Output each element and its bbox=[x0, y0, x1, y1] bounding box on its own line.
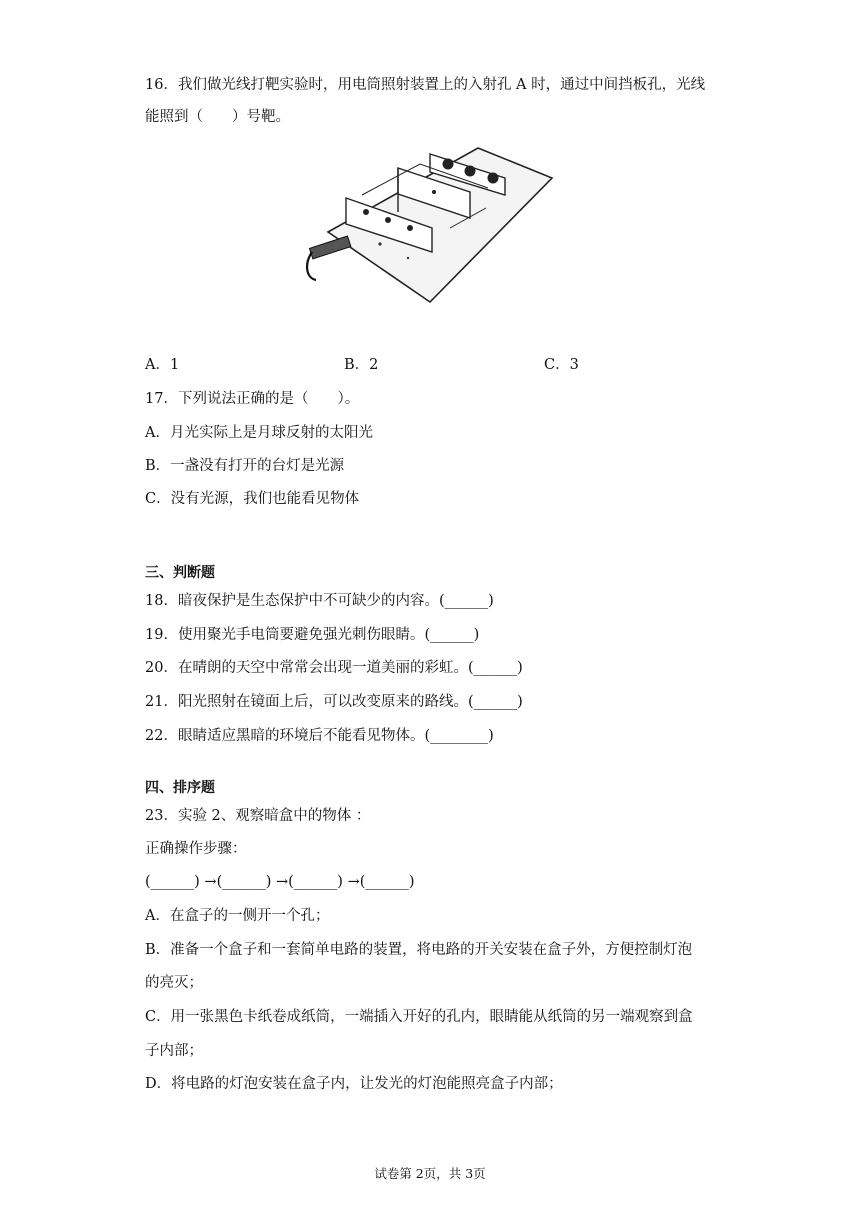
q17-option-a: A．月光实际上是月球反射的太阳光 bbox=[145, 425, 373, 441]
q23-title: 23．实验 2、观察暗盒中的物体 ： bbox=[145, 808, 371, 824]
q17-option-c: C．没有光源，我们也能看见物体 bbox=[145, 491, 360, 507]
q21: 21．阳光照射在镜面上后，可以改变原来的路线。(______) bbox=[145, 694, 523, 710]
q17-option-b: B．一盏没有打开的台灯是光源 bbox=[145, 458, 345, 474]
q23-option-c-line2: 子内部； bbox=[145, 1043, 203, 1059]
q16-stem-line1: 16．我们做光线打靶实验时，用电筒照射装置上的入射孔 A 时，通过中间挡板孔，光线 bbox=[145, 77, 706, 93]
q23-sequence-blanks: (______) →(______) →(______) →(______) bbox=[145, 874, 415, 890]
q23-option-c-line1: C．用一张黑色卡纸卷成纸筒，一端插入开好的孔内，眼睛能从纸筒的另一端观察到盒 bbox=[145, 1009, 693, 1025]
q17-stem: 17．下列说法正确的是（ ）。 bbox=[145, 391, 360, 407]
q16-option-a: A．1 bbox=[145, 357, 180, 373]
light-target-experiment-figure bbox=[300, 140, 558, 305]
section-3-title: 三、判断题 bbox=[145, 565, 215, 581]
page-footer: 试卷第 2页，共 3页 bbox=[374, 1166, 486, 1181]
q23-option-b-line1: B．准备一个盒子和一套简单电路的装置，将电路的开关安装在盒子外，方便控制灯泡 bbox=[145, 942, 693, 958]
q18: 18．暗夜保护是生态保护中不可缺少的内容。(______) bbox=[145, 593, 494, 609]
q16-stem-line2: 能照到（ ）号靶。 bbox=[145, 109, 290, 125]
q23-option-a: A．在盒子的一侧开一个孔； bbox=[145, 908, 330, 924]
q23-option-d: D．将电路的灯泡安装在盒子内，让发光的灯泡能照亮盒子内部； bbox=[145, 1076, 563, 1092]
section-4-title: 四、排序题 bbox=[145, 780, 215, 796]
q22: 22．眼睛适应黑暗的环境后不能看见物体。(________) bbox=[145, 728, 494, 744]
q23-option-b-line2: 的亮灭； bbox=[145, 975, 203, 991]
q16-option-c: C．3 bbox=[544, 357, 579, 373]
q19: 19．使用聚光手电筒要避免强光刺伤眼睛。(______) bbox=[145, 627, 480, 643]
q23-steps-label: 正确操作步骤： bbox=[145, 841, 247, 857]
q16-option-b: B．2 bbox=[344, 357, 379, 373]
q20: 20．在晴朗的天空中常常会出现一道美丽的彩虹。(______) bbox=[145, 660, 523, 676]
